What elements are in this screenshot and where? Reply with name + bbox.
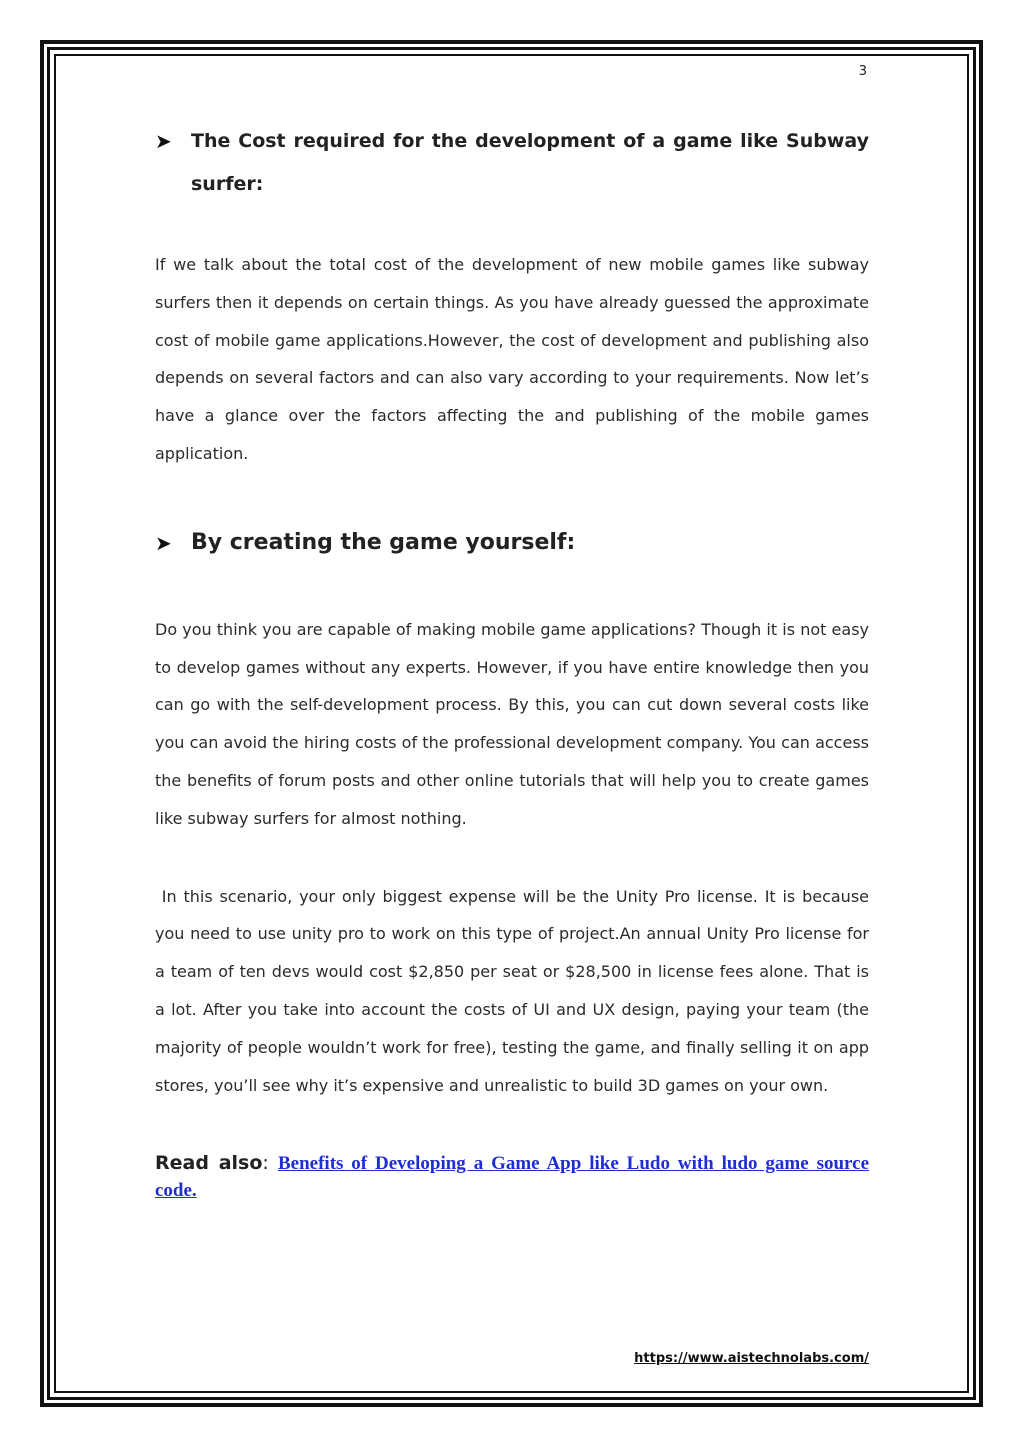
arrow-bullet-icon: ➤ <box>155 530 172 555</box>
paragraph-self-development: Do you think you are capable of making mobile game applications? Though it is not easy to develop games without any experts. However, if you have entire knowledge then you can go with the self-development process. By this, you can cut down several costs like you can avoid the hiring costs of the professional development company. You can access the benefits of forum posts and other online tutorials that will help you to create games like subway surfers for almost nothing. <box>155 619 869 828</box>
read-also-colon: : <box>262 1152 278 1175</box>
arrow-bullet-icon: ➤ <box>155 129 172 153</box>
document-body <box>155 120 869 1204</box>
paragraph-unity-pro-cost: In this scenario, your only biggest expense will be the Unity Pro license. It is because you need to use unity pro to work on this type of project.An annual Unity Pro license for a team of ten devs would cost $2,850 per seat or $28,500 in license fees alone. That is a lot. After you take into account the costs of UI and UX design, paying your team (the majority of people wouldn’t work for free), testing the game, and finally selling it on app stores, you’ll see why it’s expensive and unrealistic to build 3D games on your own. <box>155 886 869 1095</box>
paragraph-cost-overview: If we talk about the total cost of the development of new mobile games like subway surfers then it depends on certain things. As you have already guessed the approximate cost of mobile game applications.However, the cost of development and publishing also depends on several factors and can also vary according to your requirements. Now let’s have a glance over the factors affecting the and publishing of the mobile games application. <box>155 255 869 463</box>
read-also-line <box>155 1150 869 1204</box>
read-also-link[interactable]: Benefits of Developing a Game App like Ludo with ludo game source code. <box>155 1153 870 1202</box>
section-heading-cost <box>155 120 869 206</box>
section-heading-text: By creating the game yourself: <box>191 529 576 555</box>
footer-website-link[interactable]: https://www.aistechnolabs.com/ <box>634 1351 869 1366</box>
page-number: 3 <box>858 64 867 79</box>
section-heading-self-development <box>155 525 869 561</box>
section-heading-text: The Cost required for the development of a game like Subway surfer: <box>191 130 869 195</box>
read-also-label: Read also <box>155 1152 263 1175</box>
